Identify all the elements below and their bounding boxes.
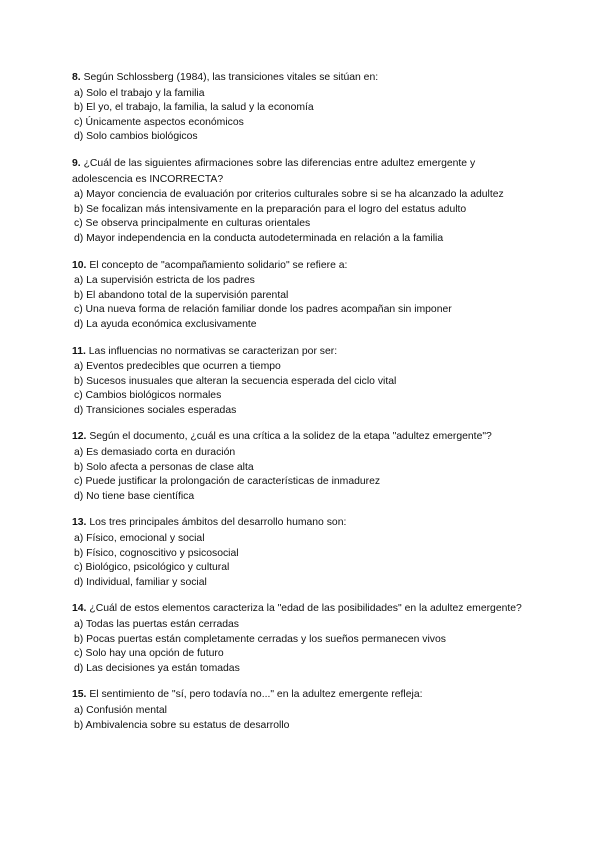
answer-option: d) Individual, familiar y social — [74, 576, 207, 588]
question-prompt: Según Schlossberg (1984), las transiciones vitales se sitúan en: — [83, 72, 379, 83]
question-prompt: Las influencias no normativas se caracterizan por ser: — [88, 345, 338, 357]
question-prompt: Según el documento, ¿cuál es una crítica a la solidez de la etapa "adultez emergente"? — [89, 431, 492, 443]
question-number: 11. — [72, 345, 86, 357]
answer-option: a) Es demasiado corta en duración — [74, 447, 236, 459]
answer-option: d) Las decisiones ya están tomadas — [74, 662, 240, 674]
question-text — [72, 687, 532, 703]
answer-option: c) Solo hay una opción de futuro — [74, 648, 224, 660]
question-number: 15. — [72, 689, 87, 701]
answer-option: a) Mayor conciencia de evaluación por criterios culturales sobre si se ha alcanzado la adultez — [74, 189, 504, 201]
question-number: 13. — [72, 517, 87, 529]
answer-option: b) Ambivalencia sobre su estatus de desarrollo — [74, 719, 290, 731]
question-text — [72, 515, 532, 531]
answer-option: b) El abandono total de la supervisión parental — [74, 289, 289, 301]
question-prompt: El concepto de "acompañamiento solidario" se refiere a: — [89, 259, 348, 271]
question-prompt: Los tres principales ámbitos del desarrollo humano son: — [89, 517, 347, 529]
answer-option: c) Puede justificar la prolongación de características de inmadurez — [74, 476, 381, 488]
answer-option: a) Solo el trabajo y la familia — [74, 87, 205, 99]
answer-option: d) La ayuda económica exclusivamente — [74, 318, 257, 330]
question-text — [72, 156, 532, 187]
answer-option: d) No tiene base científica — [74, 490, 195, 502]
answer-option: c) Una nueva forma de relación familiar donde los padres acompañan sin imponer — [74, 304, 452, 316]
question-1 — [72, 70, 532, 145]
question-prompt: El sentimiento de "sí, pero todavía no..." en la adultez emergente refleja: — [89, 689, 423, 701]
answer-option: a) Eventos predecibles que ocurren a tiempo — [74, 361, 281, 373]
question-text — [72, 258, 532, 274]
question-5 — [72, 429, 532, 504]
question-text — [72, 70, 532, 86]
answer-option: d) Solo cambios biológicos — [74, 131, 198, 143]
question-4 — [72, 344, 532, 419]
question-prompt: ¿Cuál de estos elementos caracteriza la "edad de las posibilidades" en la adultez emergente? — [89, 603, 522, 615]
answer-option: b) Físico, cognoscitivo y psicosocial — [74, 547, 239, 559]
question-number: 8. — [72, 72, 81, 83]
answer-option: b) Solo afecta a personas de clase alta — [74, 461, 254, 473]
question-8 — [72, 687, 532, 733]
question-7 — [72, 601, 532, 676]
answer-option: a) Todas las puertas están cerradas — [74, 619, 239, 630]
answer-option: c) Únicamente aspectos económicos — [74, 116, 244, 128]
answer-option: b) Sucesos inusuales que alteran la secuencia esperada del ciclo vital — [74, 375, 397, 387]
answer-option: a) La supervisión estricta de los padres — [74, 275, 255, 287]
answer-option: b) El yo, el trabajo, la familia, la salud y la economía — [74, 102, 314, 114]
question-3 — [72, 258, 532, 333]
question-text — [72, 429, 532, 445]
question-number: 10. — [72, 259, 87, 271]
answer-option: a) Confusión mental — [74, 704, 167, 716]
question-list — [72, 70, 532, 744]
answer-option: d) Mayor independencia en la conducta autodeterminada en relación a la familia — [74, 232, 444, 244]
answer-option: b) Pocas puertas están completamente cerradas y los sueños permanecen vivos — [74, 633, 446, 645]
question-text — [72, 601, 532, 617]
answer-option: c) Cambios biológicos normales — [74, 390, 222, 402]
question-2 — [72, 156, 532, 247]
question-6 — [72, 515, 532, 590]
answer-option: c) Biológico, psicológico y cultural — [74, 562, 230, 574]
question-number: 9. — [72, 157, 81, 169]
question-text — [72, 344, 532, 360]
answer-option: b) Se focalizan más intensivamente en la preparación para el logro del estatus adulto — [74, 203, 467, 215]
question-prompt: ¿Cuál de las siguientes afirmaciones sobre las diferencias entre adultez emergente y adolescencia es INCORRECTA? — [72, 157, 476, 185]
answer-option: a) Físico, emocional y social — [74, 533, 205, 545]
answer-option: c) Se observa principalmente en culturas orientales — [74, 218, 311, 230]
answer-option: d) Transiciones sociales esperadas — [74, 404, 237, 416]
question-number: 12. — [72, 431, 87, 443]
question-number: 14. — [72, 603, 87, 615]
